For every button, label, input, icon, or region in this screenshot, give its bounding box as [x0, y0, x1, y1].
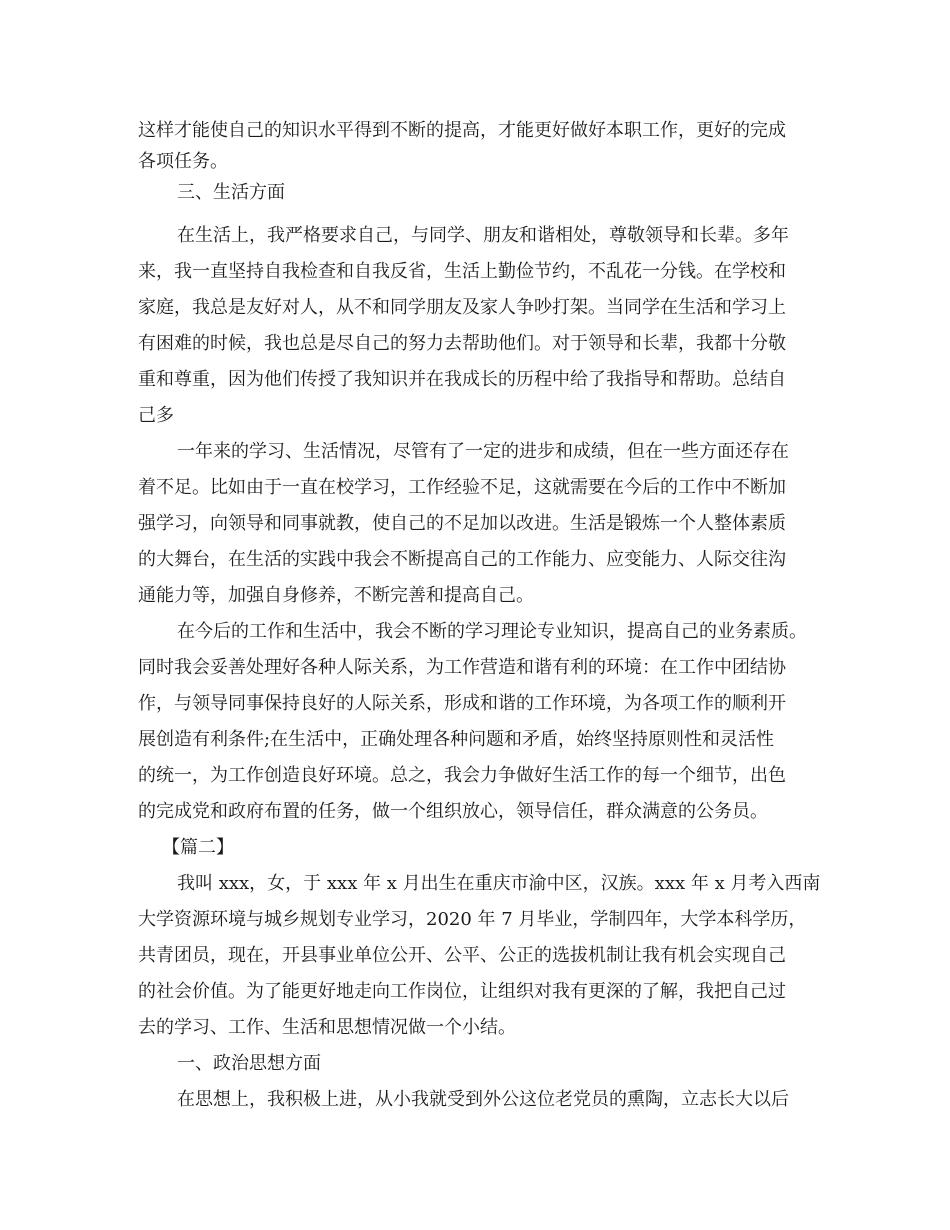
text-line: 去的学习、工作、生活和思想情况做一个小结。 [138, 1017, 516, 1038]
text-line: 通能力等，加强自身修养，不断完善和提高自己。 [138, 585, 534, 606]
section-heading: 一、政治思想方面 [177, 1053, 321, 1074]
text-line: 在今后的工作和生活中，我会不断的学习理论专业知识，提高自己的业务素质。 [177, 621, 807, 642]
text-line: 的社会价值。为了能更好地走向工作岗位，让组织对我有更深的了解，我把自己过 [138, 981, 786, 1002]
section-heading: 三、生活方面 [177, 182, 285, 203]
text-line: 的完成党和政府布置的任务，做一个组织放心，领导信任，群众满意的公务员。 [138, 801, 768, 822]
text-line: 家庭，我总是友好对人，从不和同学朋友及家人争吵打架。当同学在生活和学习上 [138, 297, 786, 318]
text-line: 我叫 xxx，女，于 xxx 年 x 月出生在重庆市渝中区，汉族。xxx 年 x 月考入西南 [177, 873, 821, 894]
text-line: 同时我会妥善处理好各种人际关系，为工作营造和谐有利的环境：在工作中团结协 [138, 657, 786, 678]
text-line: 在思想上，我积极上进，从小我就受到外公这位老党员的熏陶，立志长大以后 [177, 1089, 789, 1110]
text-line: 的统一，为工作创造良好环境。总之，我会力争做好生活工作的每一个细节，出色 [138, 765, 786, 786]
text-line: 这样才能使自己的知识水平得到不断的提高，才能更好做好本职工作，更好的完成 [138, 120, 786, 141]
text-line: 强学习，向领导和同事就教，使自己的不足加以改进。生活是锻炼一个人整体素质 [138, 513, 786, 534]
text-line: 来，我一直坚持自我检查和自我反省，生活上勤俭节约，不乱花一分钱。在学校和 [138, 261, 786, 282]
text-line: 的大舞台，在生活的实践中我会不断提高自己的工作能力、应变能力、人际交往沟 [138, 549, 786, 570]
text-line: 一年来的学习、生活情况，尽管有了一定的进步和成绩，但在一些方面还存在 [177, 441, 789, 462]
text-line: 各项任务。 [138, 151, 228, 172]
text-line: 己多 [138, 405, 174, 426]
section-heading: 【篇二】 [162, 837, 234, 858]
text-line: 重和尊重，因为他们传授了我知识并在我成长的历程中给了我指导和帮助。总结自 [138, 369, 786, 390]
text-line: 着不足。比如由于一直在校学习，工作经验不足，这就需要在今后的工作中不断加 [138, 477, 786, 498]
text-line: 展创造有利条件;在生活中，正确处理各种问题和矛盾，始终坚持原则性和灵活性 [138, 729, 775, 750]
text-line: 在生活上，我严格要求自己，与同学、朋友和谐相处，尊敬领导和长辈。多年 [177, 225, 789, 246]
text-line: 作，与领导同事保持良好的人际关系，形成和谐的工作环境，为各项工作的顺利开 [138, 693, 786, 714]
text-line: 有困难的时候，我也总是尽自己的努力去帮助他们。对于领导和长辈，我都十分敬 [138, 333, 786, 354]
text-line: 共青团员，现在，开县事业单位公开、公平、公正的选拔机制让我有机会实现自己 [138, 945, 786, 966]
text-line: 大学资源环境与城乡规划专业学习，2020 年 7 月毕业，学制四年，大学本科学历， [138, 909, 807, 930]
